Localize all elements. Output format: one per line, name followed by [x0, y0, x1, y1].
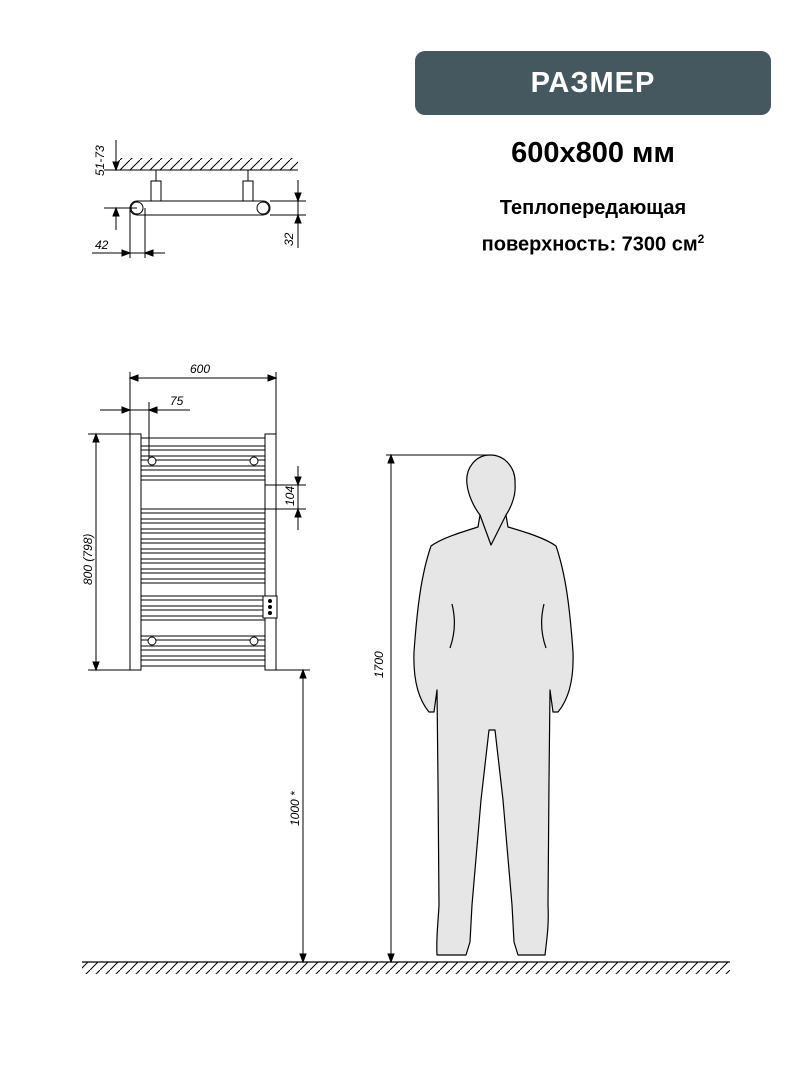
dim-width: 600	[190, 362, 211, 376]
mount-point	[148, 637, 156, 645]
dim-floor-height: 1000 *	[288, 791, 302, 826]
dim-person-height: 1700	[372, 651, 386, 678]
rail-group-3	[141, 596, 265, 660]
dim-top-tube: 32	[282, 232, 296, 246]
dim-height: 800 (798)	[81, 533, 95, 585]
surface-line-2: поверхность: 7300 см	[481, 233, 698, 256]
post-right	[265, 434, 276, 670]
post-left	[130, 434, 141, 670]
floor	[82, 962, 730, 974]
wall-hatch-top	[116, 158, 298, 170]
rail-tube-top	[130, 201, 270, 215]
rail-group-1	[141, 446, 265, 480]
bracket-right	[243, 181, 253, 201]
mount-point	[250, 637, 258, 645]
bracket-left	[151, 181, 161, 201]
dim-edge-offset: 75	[170, 394, 184, 408]
badge-label: РАЗМЕР	[530, 66, 656, 99]
mount-point	[250, 457, 258, 465]
size-value: 600x800 мм	[511, 137, 675, 169]
surface-line-1: Теплопередающая	[499, 197, 687, 219]
dim-top-depth: 51-73	[93, 145, 107, 176]
top-view	[92, 140, 306, 258]
rail-group-2	[141, 509, 265, 583]
dim-top-offset: 42	[95, 238, 109, 252]
dim-rail-gap: 104	[283, 485, 297, 506]
mount-point	[148, 457, 156, 465]
surface-unit-sup: 2	[697, 232, 705, 246]
person-silhouette	[414, 455, 573, 955]
front-view	[88, 372, 310, 962]
